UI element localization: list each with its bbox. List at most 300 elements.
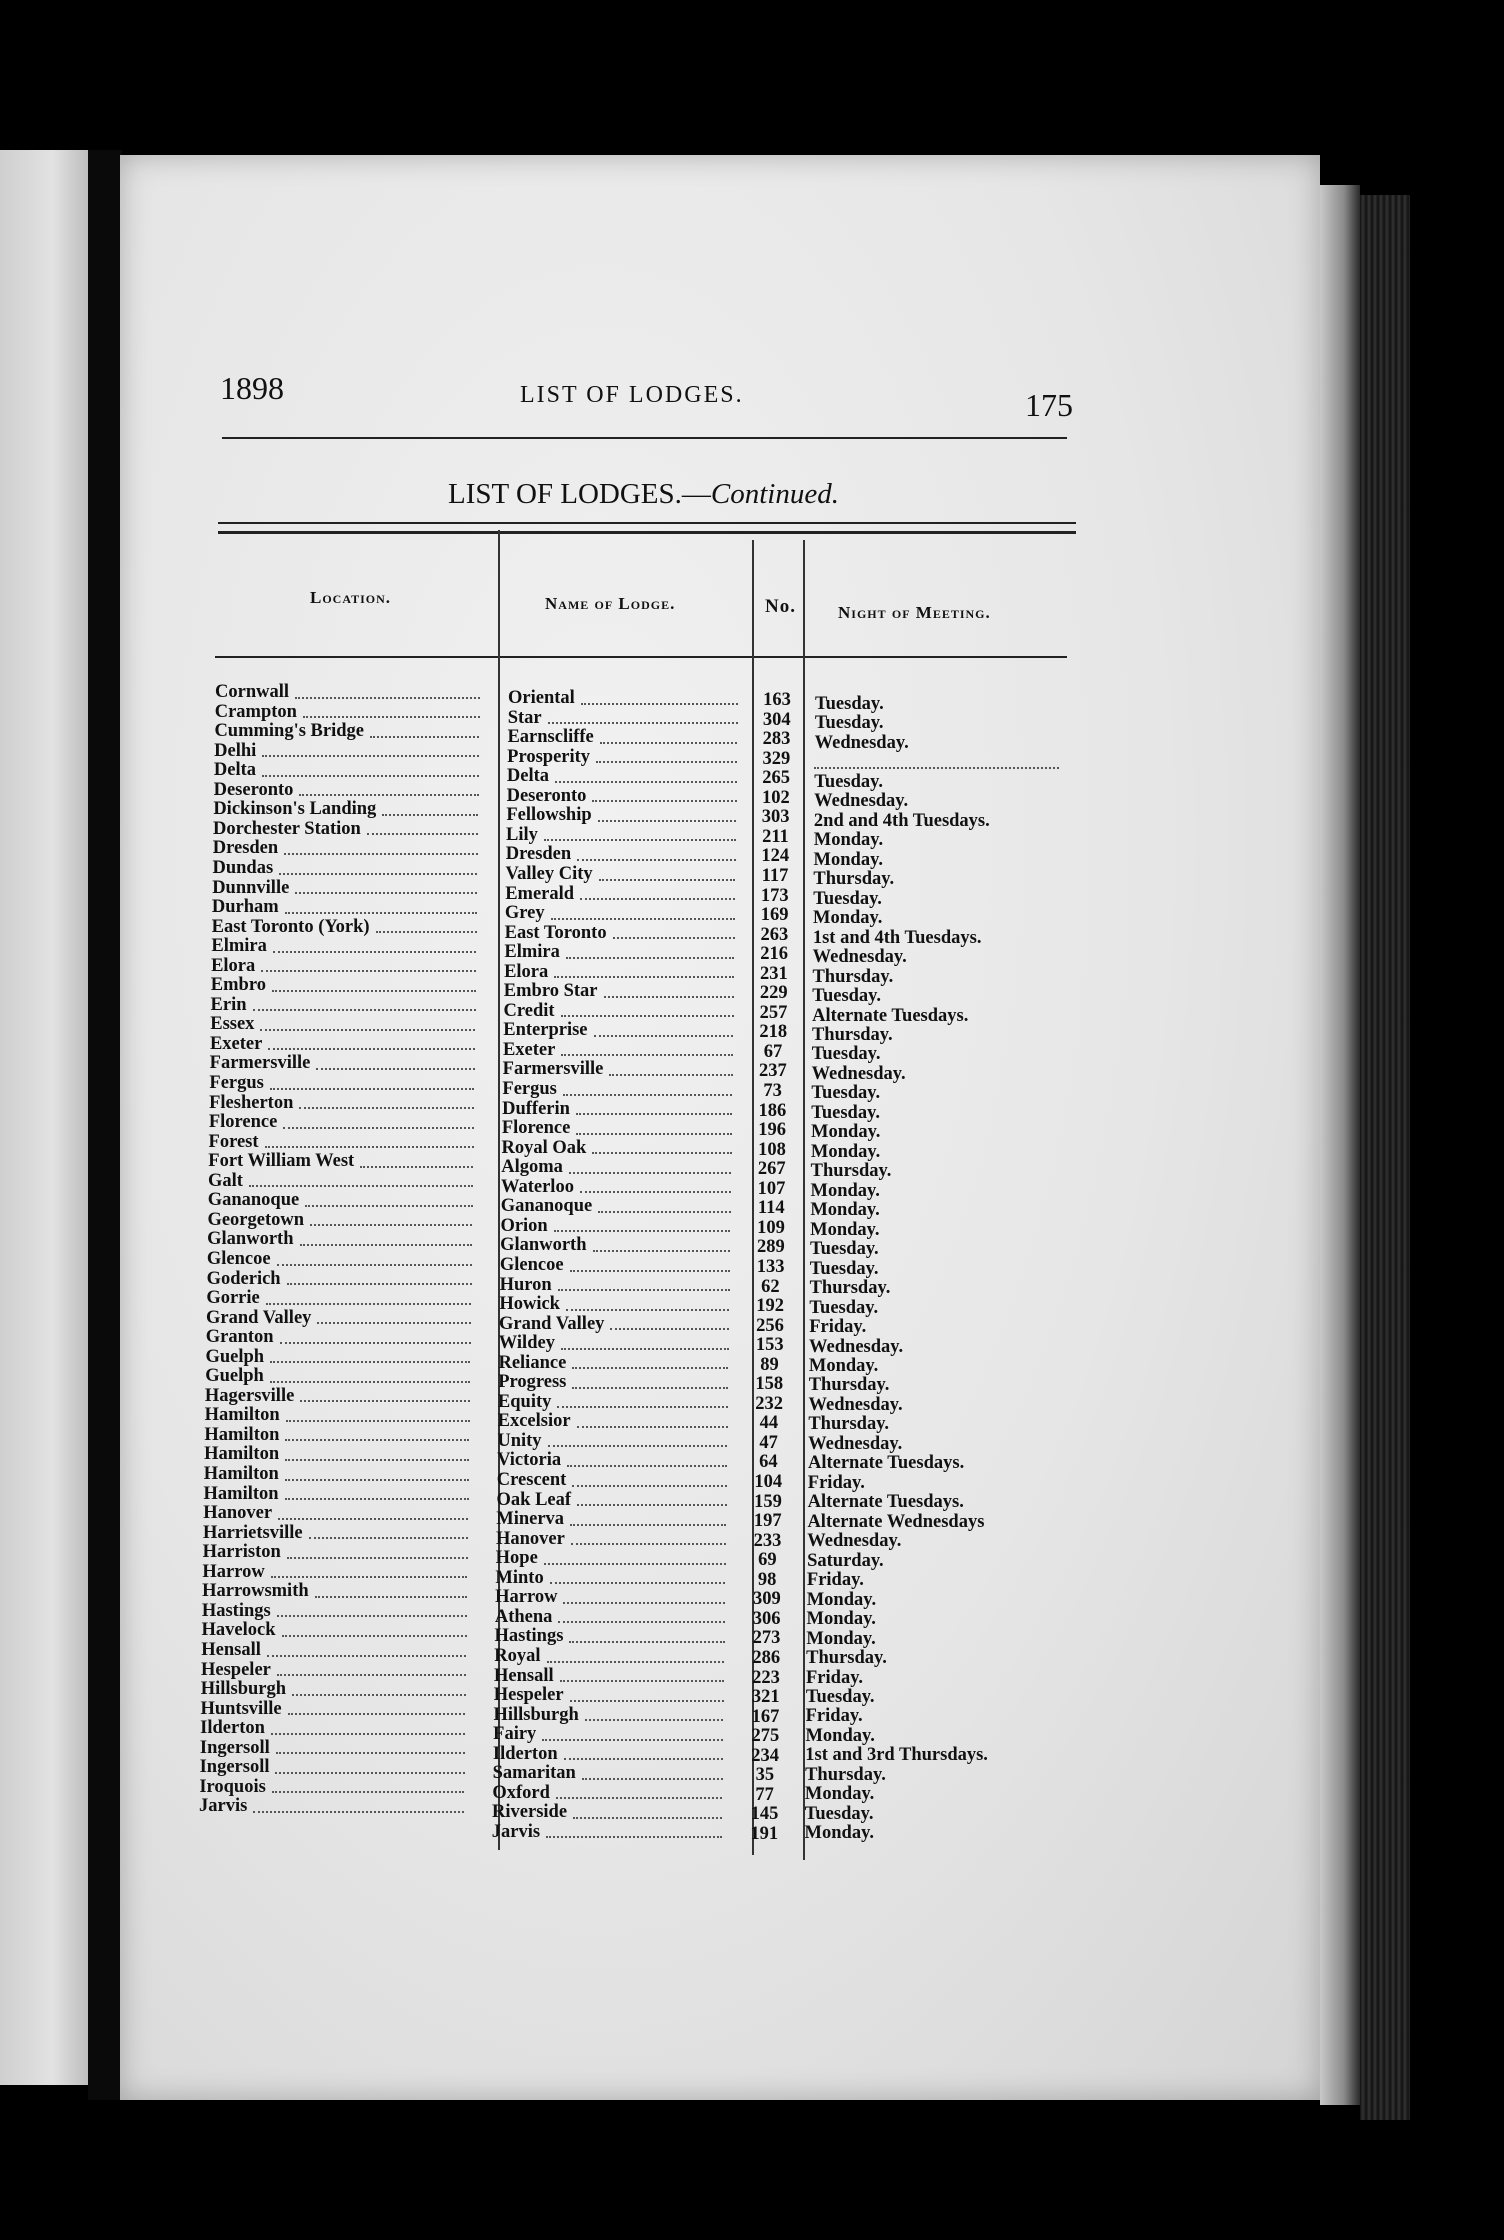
leader-dots [550, 1563, 726, 1585]
lodge-name-cell: Minto [495, 1567, 544, 1588]
meeting-night-cell: Thursday. [812, 966, 894, 987]
location-cell: Guelph [205, 1366, 264, 1387]
lodge-number-cell: 104 [754, 1472, 783, 1492]
lodge-number-cell: 234 [751, 1745, 779, 1766]
location-cell: Iroquois [199, 1776, 266, 1797]
lodge-number-cell: 257 [759, 1002, 788, 1023]
lodge-name-cell: East Toronto [504, 922, 607, 943]
location-cell: Farmersville [209, 1053, 311, 1074]
leader-dots [299, 1088, 474, 1110]
lodge-number-cell: 102 [762, 787, 790, 808]
leader-dots [593, 1230, 731, 1252]
meeting-night-cell: Monday. [811, 1122, 881, 1143]
location-cell: Elmira [211, 936, 267, 957]
leader-dots [271, 1713, 465, 1735]
location-cell: Grand Valley [206, 1307, 312, 1328]
meeting-night-cell: Monday. [806, 1589, 877, 1610]
meeting-night-cell: Wednesday. [808, 1433, 903, 1454]
lodge-number-cell: 192 [756, 1296, 785, 1317]
lodge-name-cell: Star [507, 707, 542, 728]
lodge-number-cell: 267 [757, 1159, 786, 1180]
leader-dots [610, 1309, 729, 1331]
lodge-name-cell: Orion [500, 1215, 548, 1236]
leader-dots [309, 1518, 468, 1540]
lodge-number-cell: 108 [758, 1139, 786, 1160]
meeting-night-cell: Friday. [805, 1706, 863, 1727]
lodge-number-cell: 153 [755, 1335, 784, 1356]
lodge-name-cell: Excelsior [497, 1411, 571, 1432]
lodge-number-cell: 47 [759, 1432, 778, 1453]
location-cell: Crampton [214, 701, 297, 722]
lodge-name-cell: Embro Star [503, 981, 598, 1002]
lodge-name-cell: Waterloo [501, 1176, 574, 1197]
leader-dots [295, 677, 480, 699]
location-cell: Florence [208, 1112, 278, 1133]
meeting-night-cell: Tuesday. [812, 986, 882, 1007]
page-stack-edge [1320, 185, 1360, 2105]
lodge-name-cell: Progress [498, 1372, 567, 1393]
location-cell: Jarvis [199, 1796, 248, 1817]
lodge-number-cell: 263 [760, 924, 789, 945]
lodge-number-cell: 286 [752, 1647, 781, 1668]
running-header-title: LIST OF LODGES. [520, 382, 744, 408]
lodge-name-cell: Harrow [495, 1587, 558, 1608]
location-cell: Dundas [212, 857, 274, 878]
meeting-night-cell: Wednesday. [814, 791, 909, 812]
lodge-number-cell: 117 [761, 865, 789, 886]
location-cell: Hillsburgh [200, 1679, 287, 1700]
lodge-name-cell: Dresden [505, 844, 572, 865]
lodge-number-cell: 44 [759, 1413, 779, 1434]
location-cell: Harrietsville [202, 1522, 303, 1543]
leader-dots [271, 1557, 468, 1579]
meeting-night-cell: Monday. [806, 1628, 876, 1649]
lodge-name-cell: Florence [501, 1118, 571, 1139]
leader-dots [546, 1817, 722, 1839]
lodge-name-cell: Oriental [508, 688, 575, 708]
leader-dots [382, 794, 478, 816]
meeting-night-cell: Alternate Tuesdays. [807, 1453, 965, 1474]
location-cell: Delhi [214, 740, 257, 761]
location-cell: Cornwall [215, 682, 289, 702]
facing-page-edge [0, 150, 88, 2085]
leader-dots [585, 1700, 724, 1722]
leader-dots [280, 1322, 471, 1344]
leader-dots [558, 1270, 730, 1292]
lodge-number-cell: 283 [762, 729, 791, 750]
location-cell: Hastings [201, 1600, 271, 1621]
lodge-number-cell: 109 [757, 1217, 785, 1238]
leader-dots [561, 1035, 733, 1057]
lodge-number-cell: 232 [755, 1393, 783, 1414]
leader-dots [555, 761, 737, 783]
leader-dots [596, 742, 737, 764]
leader-dots [547, 1641, 725, 1663]
column-divider-3 [803, 540, 805, 1860]
leader-dots [310, 1205, 472, 1227]
lodge-number-cell: 159 [754, 1491, 782, 1512]
location-cell: Ingersoll [199, 1757, 270, 1778]
leader-dots [573, 1797, 722, 1819]
location-cell: Gorrie [206, 1288, 260, 1309]
leader-dots [814, 747, 1059, 769]
lodge-number-cell: 303 [761, 807, 790, 828]
leader-dots [571, 1524, 726, 1546]
lodge-number-cell: 321 [751, 1687, 780, 1708]
location-cell: Galt [208, 1170, 243, 1191]
leader-dots [282, 1615, 467, 1637]
lodge-name-cell: Hespeler [493, 1685, 564, 1706]
leader-dots [287, 1264, 472, 1286]
lodge-name-cell: Oak Leaf [496, 1489, 572, 1510]
lodge-number-cell: 107 [757, 1178, 786, 1199]
leader-dots [277, 1655, 466, 1677]
lodge-number-cell: 237 [758, 1061, 787, 1082]
leader-dots [558, 1602, 724, 1624]
lodge-number-cell: 73 [763, 1081, 782, 1101]
lodge-name-cell: Grand Valley [499, 1313, 605, 1334]
meeting-night-cell: 2nd and 4th Tuesdays. [813, 810, 990, 831]
meeting-night-cell: Friday. [807, 1472, 865, 1493]
leader-dots [277, 1596, 467, 1618]
lodge-name-cell: Earnscliffe [507, 727, 594, 748]
leader-dots [305, 1185, 472, 1207]
leader-dots [270, 1068, 475, 1090]
leader-dots [572, 1348, 728, 1370]
leader-dots [272, 970, 476, 992]
lodge-number-cell: 231 [760, 963, 788, 984]
lodge-name-cell: Deseronto [506, 785, 587, 806]
meeting-night-cell: Saturday. [807, 1550, 884, 1571]
lodge-name-cell: Credit [503, 1000, 555, 1021]
leader-dots [278, 1498, 468, 1520]
lodge-number-cell: 169 [760, 905, 789, 926]
location-cell: Hespeler [201, 1659, 271, 1680]
lodge-number-cell: 233 [753, 1530, 782, 1551]
meeting-night-cell: Tuesday. [811, 1044, 881, 1065]
location-cell: Gananoque [207, 1190, 300, 1211]
lodge-number-cell: 167 [751, 1706, 780, 1727]
lodge-number-cell: 191 [750, 1823, 779, 1844]
meeting-night-cell: Tuesday. [814, 713, 884, 734]
meeting-night-cell: Monday. [804, 1784, 875, 1805]
leader-dots [563, 1074, 733, 1096]
location-cell: Georgetown [207, 1209, 305, 1230]
leader-dots [300, 1381, 470, 1403]
leader-dots [262, 755, 479, 777]
lodge-number-cell: 124 [761, 846, 790, 867]
leader-dots [581, 683, 738, 705]
meeting-night-cell: Tuesday. [813, 888, 882, 909]
leader-dots [569, 1152, 731, 1174]
table-header-bottom-rule [215, 656, 1067, 658]
leader-dots [594, 1015, 734, 1037]
lodge-number-cell: 218 [759, 1022, 788, 1043]
meeting-night-cell: Monday. [806, 1609, 876, 1630]
lodge-name-cell: Athena [494, 1606, 553, 1627]
lodge-name-cell: Wildey [498, 1333, 555, 1354]
leader-dots [272, 1772, 465, 1794]
lodge-name-cell: Valley City [505, 863, 593, 884]
lodge-number-cell: 145 [750, 1804, 779, 1825]
lodge-number-cell: 98 [757, 1569, 777, 1590]
leader-dots [564, 1739, 723, 1761]
meeting-night-cell: Tuesday. [814, 771, 883, 792]
leader-dots [316, 1048, 474, 1070]
meeting-night-cell: Monday. [808, 1355, 879, 1376]
meeting-night-cell: Tuesday. [811, 1102, 880, 1123]
lodge-name-cell: Riverside [492, 1802, 568, 1823]
leader-dots [286, 1400, 470, 1422]
location-cell: Embro [210, 975, 266, 996]
lodge-name-cell: Reliance [498, 1352, 567, 1373]
leader-dots [577, 1485, 726, 1507]
leader-dots [270, 1342, 470, 1364]
location-cell: Forest [208, 1131, 259, 1152]
meeting-night-cell: Alternate Tuesdays. [812, 1005, 969, 1026]
leader-dots [285, 892, 477, 914]
meeting-night-cell: Monday. [810, 1141, 881, 1162]
leader-dots [299, 775, 478, 797]
lodge-number-cell: 273 [752, 1628, 781, 1649]
location-cell: Dorchester Station [213, 818, 361, 839]
meeting-night-cell: Tuesday. [811, 1083, 881, 1104]
leader-dots [557, 1387, 728, 1409]
location-cell: Erin [210, 994, 247, 1015]
leader-dots [576, 1113, 732, 1135]
lodge-name-cell: Ilderton [492, 1743, 558, 1764]
leader-dots [580, 879, 735, 901]
lodge-number-cell: 229 [759, 983, 788, 1004]
location-cell: Huntsville [200, 1698, 282, 1719]
lodge-number-cell: 216 [760, 944, 788, 965]
meeting-night-cell: Tuesday. [804, 1803, 874, 1824]
leader-dots [249, 1166, 473, 1188]
leader-dots [566, 937, 735, 959]
leader-dots [561, 1328, 729, 1350]
lodge-name-cell: Huron [499, 1274, 552, 1295]
meeting-night-cell: Friday. [806, 1667, 864, 1688]
meeting-night-cell: Friday. [809, 1317, 867, 1338]
meeting-night-cell: Friday. [806, 1570, 864, 1591]
lodge-number-cell: 306 [752, 1608, 781, 1629]
leader-dots [567, 1445, 727, 1467]
location-cell: Durham [211, 897, 279, 918]
location-cell: Glanworth [207, 1229, 294, 1250]
leader-dots [551, 898, 735, 920]
leader-dots [360, 1146, 473, 1168]
lodge-name-cell: Delta [506, 766, 549, 787]
leader-dots [548, 1426, 728, 1448]
leader-dots [285, 1439, 469, 1461]
leader-dots [285, 1479, 469, 1501]
leader-dots [560, 1661, 724, 1683]
location-cell: Essex [210, 1014, 255, 1035]
lodge-number-cell: 186 [758, 1100, 787, 1121]
leader-dots [544, 820, 736, 842]
leader-dots [262, 736, 479, 758]
column-header-night: Night of Meeting. [838, 603, 991, 622]
lodge-number-cell: 133 [756, 1256, 785, 1277]
lodge-number-cell: 89 [760, 1354, 779, 1375]
leader-dots [592, 781, 736, 803]
leader-dots [295, 873, 477, 895]
meeting-night-cell: Wednesday. [809, 1336, 904, 1357]
leader-dots [577, 839, 736, 861]
leader-dots [554, 1211, 731, 1233]
location-cell: Hanover [203, 1503, 273, 1524]
meeting-night-cell: Alternate Tuesdays. [807, 1492, 964, 1513]
lodge-number-cell: 67 [763, 1041, 783, 1062]
lodge-name-cell: Samaritan [492, 1763, 576, 1784]
leader-dots [284, 833, 478, 855]
location-cell: Hamilton [204, 1444, 280, 1465]
lodge-name-cell: Fairy [493, 1724, 537, 1745]
leader-dots [285, 1459, 469, 1481]
meeting-night-cell: Thursday. [805, 1764, 886, 1785]
leader-dots [548, 703, 738, 725]
lodge-number-cell: 223 [752, 1667, 780, 1688]
lodge-number-cell: 265 [762, 768, 790, 789]
location-cell: Ilderton [200, 1718, 265, 1739]
lodge-name-cell: Victoria [497, 1450, 562, 1471]
leader-dots [287, 1537, 468, 1559]
leader-dots [554, 957, 734, 979]
lodge-name-cell: Fellowship [506, 805, 592, 826]
lodge-number-cell: 289 [756, 1237, 785, 1258]
meeting-night-cell: 1st and 4th Tuesdays. [812, 927, 982, 948]
lodge-name-cell: Royal Oak [501, 1137, 587, 1158]
column-header-lodge-name: Name of Lodge. [545, 594, 676, 613]
location-cell: Hamilton [204, 1405, 280, 1426]
meeting-night-cell: Wednesday. [812, 947, 907, 968]
lodge-number-cell: 69 [758, 1550, 777, 1571]
leader-dots [566, 1289, 729, 1311]
leader-dots [592, 1133, 731, 1155]
location-cell: Deseronto [213, 779, 294, 800]
leader-dots [577, 1406, 728, 1428]
location-cell: Delta [213, 760, 256, 781]
leader-dots [370, 716, 479, 738]
location-cell: Granton [205, 1327, 274, 1348]
location-cell: Dickinson's Landing [213, 799, 377, 820]
location-cell: Goderich [206, 1268, 281, 1289]
lodge-name-cell: Gananoque [500, 1196, 593, 1217]
meeting-night-cell: Thursday. [808, 1375, 890, 1396]
location-cell: Elora [211, 955, 256, 976]
running-header-year: 1898 [220, 370, 284, 406]
location-cell: Ingersoll [199, 1737, 270, 1758]
leader-dots [544, 1543, 726, 1565]
leader-dots [303, 697, 480, 719]
lodge-number-cell: 173 [760, 885, 789, 906]
lodge-name-cell: Grey [504, 903, 545, 924]
location-cell: Harriston [202, 1542, 281, 1563]
location-cell: Dunnville [212, 877, 290, 898]
lodge-name-cell: Royal [494, 1645, 541, 1666]
lodge-name-cell: Oxford [492, 1782, 550, 1803]
leader-dots [292, 1674, 466, 1696]
leader-dots [283, 1107, 474, 1129]
meeting-night-cell: Monday. [813, 849, 883, 870]
lodge-number-cell: 158 [755, 1374, 784, 1395]
lodge-name-cell: Minerva [496, 1509, 565, 1530]
lodge-number-cell: 197 [753, 1511, 782, 1532]
meeting-night-cell: Monday. [813, 830, 884, 851]
book-spine-edge [1360, 195, 1410, 2120]
leader-dots [569, 1621, 724, 1643]
location-cell: Exeter [209, 1033, 263, 1054]
lodge-name-cell: Elmira [504, 942, 560, 963]
leader-dots [367, 814, 478, 836]
leader-dots [267, 1635, 466, 1657]
location-cell: Cumming's Bridge [214, 721, 364, 742]
leader-dots [572, 1465, 726, 1487]
location-cell: Flesherton [209, 1092, 294, 1113]
leader-dots [556, 1778, 722, 1800]
leader-dots [563, 1582, 725, 1604]
meeting-night-cell: Monday. [810, 1219, 880, 1240]
lodge-name-cell: Hillsburgh [493, 1704, 579, 1725]
lodge-number-cell: 62 [761, 1276, 780, 1297]
leader-dots [604, 976, 734, 998]
leader-dots [580, 1172, 731, 1194]
leader-dots [570, 1504, 726, 1526]
meeting-night-cell: Wednesday. [814, 732, 909, 753]
location-cell: Havelock [201, 1620, 276, 1641]
lodge-number-cell: 77 [755, 1784, 774, 1805]
leader-dots [376, 912, 477, 934]
leader-dots [265, 1127, 474, 1149]
leader-dots [609, 1054, 732, 1076]
lodge-name-cell: Equity [497, 1391, 552, 1412]
location-cell: Glencoe [206, 1248, 271, 1269]
meeting-night-cell: Tuesday. [809, 1239, 879, 1260]
leader-dots [300, 1224, 473, 1246]
location-cell: Hamilton [203, 1483, 279, 1504]
meeting-night-cell: Tuesday. [815, 694, 884, 714]
meeting-night-cell: Monday. [810, 1200, 880, 1221]
meeting-night-cell: Wednesday. [811, 1063, 906, 1084]
leader-dots [268, 1029, 475, 1051]
lodge-number-cell: 114 [757, 1198, 785, 1219]
lodge-number-cell: 211 [762, 826, 789, 847]
leader-dots [315, 1576, 467, 1598]
lodge-number-cell: 304 [762, 709, 791, 730]
lodge-number-cell: 329 [762, 748, 791, 769]
leader-dots [275, 1752, 464, 1774]
leader-dots [288, 1694, 466, 1716]
leader-dots [542, 1719, 723, 1741]
table-top-rule [218, 522, 1076, 524]
leader-dots [599, 859, 736, 881]
location-cell: Hamilton [203, 1464, 279, 1484]
leader-dots [253, 990, 476, 1012]
lodge-name-cell: Enterprise [503, 1020, 588, 1041]
leader-dots [570, 1250, 730, 1272]
meeting-night-cell: Thursday. [809, 1278, 891, 1299]
leader-dots [277, 1244, 472, 1266]
location-cell: Hamilton [204, 1424, 280, 1445]
meeting-night-cell: Thursday. [806, 1648, 887, 1669]
meeting-night-cell: Thursday. [811, 1024, 893, 1045]
lodge-name-cell: Howick [499, 1294, 560, 1315]
leader-dots [561, 996, 734, 1018]
leader-dots [317, 1303, 471, 1325]
lodge-name-cell: Elora [504, 961, 549, 982]
meeting-night-cell: Thursday. [813, 869, 895, 890]
section-subtitle [448, 478, 839, 511]
